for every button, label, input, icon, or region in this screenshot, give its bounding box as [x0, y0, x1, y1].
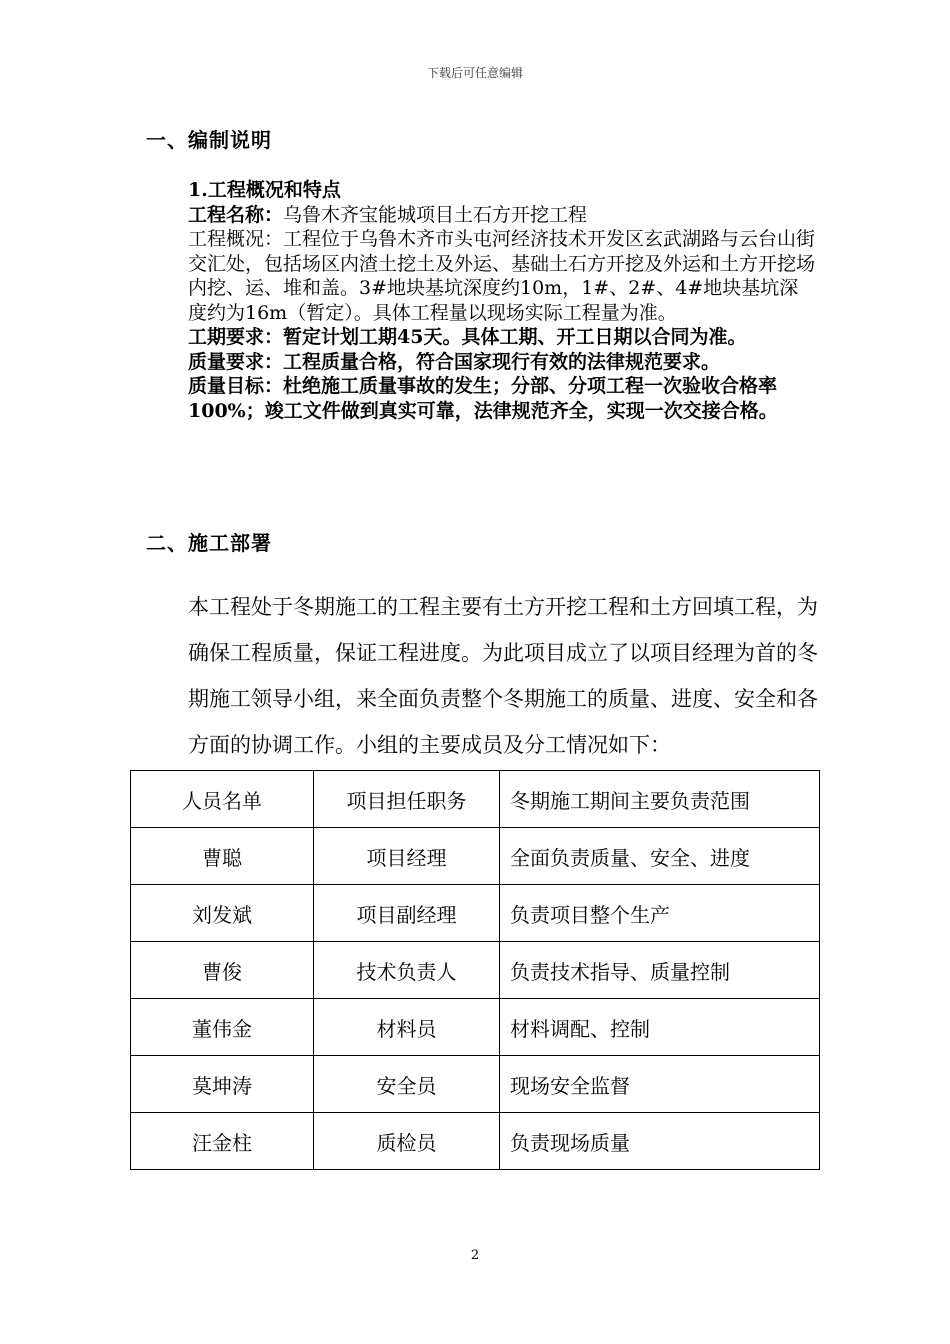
subsection-title: 1.工程概况和特点: [188, 179, 341, 201]
table-row: [131, 942, 820, 999]
cell-role: 技术负责人: [314, 942, 500, 999]
overview-label: 工程概况：: [188, 228, 284, 250]
cell-name: 曹聪: [131, 828, 314, 885]
header-cell-name: 人员名单: [131, 771, 314, 828]
section-2-paragraph: 本工程处于冬期施工的工程主要有土方开挖工程和土方回填工程，为确保工程质量，保证工程进度。为此项目成立了以项目经理为首的冬期施工领导小组，来全面负责整个冬期施工的质量、进度、安全和各方面的协调工作。小组的主要成员及分工情况如下：: [188, 595, 818, 757]
cell-name: 刘发斌: [131, 885, 314, 942]
cell-scope: 现场安全监督: [500, 1056, 820, 1113]
cell-role: 项目经理: [314, 828, 500, 885]
project-name-label: 工程名称：: [188, 203, 284, 226]
cell-role: 项目副经理: [314, 885, 500, 942]
page-number: 2: [470, 1248, 480, 1263]
header-cell-role: 项目担任职务: [314, 771, 500, 828]
cell-role: 质检员: [314, 1113, 500, 1170]
page-header: 下载后可任意编辑: [426, 66, 523, 80]
cell-name: 汪金柱: [131, 1113, 314, 1170]
quality-requirement-paragraph: 质量要求：工程质量合格，符合国家现行有效的法律规范要求。: [188, 350, 721, 373]
team-table: [130, 770, 820, 1170]
section-1-body: [146, 178, 816, 423]
table-row: [131, 885, 820, 942]
cell-role: 安全员: [314, 1056, 500, 1113]
cell-scope: 负责项目整个生产: [500, 885, 820, 942]
table-header-row: [131, 771, 820, 828]
overview-paragraph: [146, 227, 816, 325]
table-row: [131, 1113, 820, 1170]
cell-name: 董伟金: [131, 999, 314, 1056]
section-1-title: 一、编制说明: [146, 128, 272, 152]
table-row: [131, 828, 820, 885]
project-name-line: [146, 203, 816, 228]
schedule-paragraph: 工期要求：暂定计划工期45天。具体工期、开工日期以合同为准。: [188, 326, 747, 348]
section-2-body: [146, 584, 826, 768]
cell-scope: 材料调配、控制: [500, 999, 820, 1056]
project-name-value: 乌鲁木齐宝能城项目土石方开挖工程: [283, 203, 588, 226]
header-cell-scope: 冬期施工期间主要负责范围: [500, 771, 820, 828]
table-row: [131, 999, 820, 1056]
section-2-title: 二、施工部署: [146, 531, 272, 555]
cell-name: 莫坤涛: [131, 1056, 314, 1113]
cell-scope: 全面负责质量、安全、进度: [500, 828, 820, 885]
quality-goal-paragraph: 质量目标：杜绝施工质量事故的发生；分部、分项工程一次验收合格率100%；竣工文件做到真实可靠，法律规范齐全，实现一次交接合格。: [188, 375, 778, 422]
overview-text: 工程位于乌鲁木齐市头屯河经济技术开发区玄武湖路与云台山街交汇处，包括场区内渣土挖土及外运、基础土石方开挖及外运和土方开挖场内挖、运、堆和盖。3#地块基坑深度约10m，1#、2#、4#地块基坑深度约为16m（暂定）。具体工程量以现场实际工程量为准。: [188, 228, 816, 324]
cell-role: 材料员: [314, 999, 500, 1056]
cell-scope: 负责技术指导、质量控制: [500, 942, 820, 999]
table-row: [131, 1056, 820, 1113]
cell-scope: 负责现场质量: [500, 1113, 820, 1170]
cell-name: 曹俊: [131, 942, 314, 999]
